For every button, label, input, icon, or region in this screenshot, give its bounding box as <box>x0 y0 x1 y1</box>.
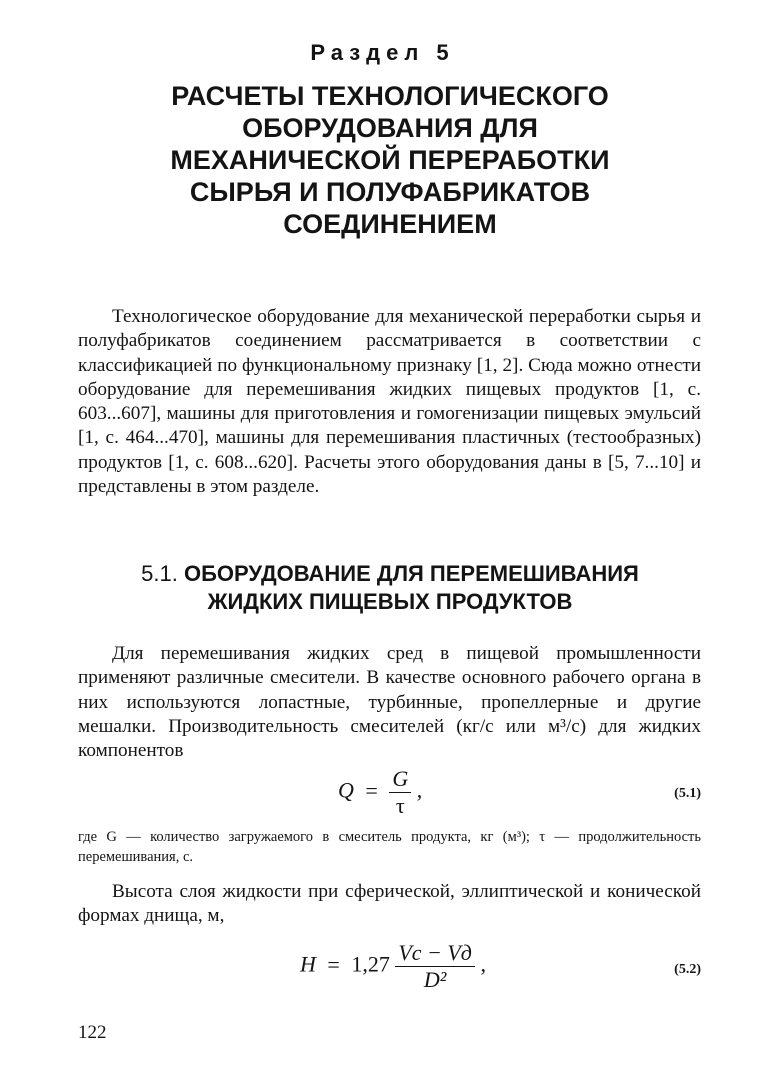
formula-comma: , <box>416 777 423 803</box>
formula-5-2 <box>300 940 486 993</box>
fraction <box>395 940 475 993</box>
subsection-title-line-2: ЖИДКИХ ПИЩЕВЫХ ПРОДУКТОВ <box>207 589 573 614</box>
chapter-title-line: ОБОРУДОВАНИЯ ДЛЯ <box>242 113 538 143</box>
equals-sign: = <box>327 951 340 977</box>
fraction <box>389 766 411 819</box>
equation-number: (5.1) <box>674 786 701 801</box>
equation-number: (5.2) <box>674 962 701 977</box>
equals-sign: = <box>365 777 378 803</box>
fraction-numerator: Vс − Vд <box>395 940 475 967</box>
formula-note: где G — количество загружаемого в смеситель продукта, кг (м³); τ — продолжительность перемешивания, с. <box>78 829 701 865</box>
formula-lhs: H <box>300 951 316 977</box>
chapter-title <box>100 80 680 240</box>
intro-paragraph: Технологическое оборудование для механической переработки сырья и полуфабрикатов соединением рассматривается в соответствии с классификацией по функциональному признаку [1, 2]. Сюда можно отнести оборудование для перемешивания жидких пищевых продуктов [1, с. 603...607], машины для приготовления и гомогенизации пищевых эмульсий [1, с. 464...470], машины для перемешивания пластичных (тестообразных) продуктов [1, с. 608...620]. Расчеты этого оборудования даны в [5, 7...10] и представлены в этом разделе. <box>78 306 701 498</box>
subsection-title <box>100 560 680 616</box>
mixers-paragraph: Для перемешивания жидких сред в пищевой промышленности применяют различные смесители. В качестве основного рабочего органа в них используются лопастные, турбинные, пропеллерные и другие мешалки. Производительность смесителей (кг/с или м³/с) для жидких компонентов <box>78 643 701 762</box>
formula-lhs: Q <box>338 777 354 803</box>
fraction-denominator: D² <box>423 967 447 992</box>
formula-coefficient: 1,27 <box>351 951 390 977</box>
height-paragraph: Высота слоя жидкости при сферической, эллиптической и конической формах днища, м, <box>78 881 701 927</box>
formula-5-1 <box>338 766 422 819</box>
chapter-title-line: МЕХАНИЧЕСКОЙ ПЕРЕРАБОТКИ <box>170 145 610 175</box>
chapter-title-line: СЫРЬЯ И ПОЛУФАБРИКАТОВ <box>189 177 591 207</box>
fraction-denominator: τ <box>395 793 405 818</box>
subsection-title-line-1: ОБОРУДОВАНИЕ ДЛЯ ПЕРЕМЕШИВАНИЯ <box>183 561 639 586</box>
formula-comma: , <box>480 951 486 977</box>
page-number: 122 <box>78 1022 107 1043</box>
section-label: Раздел 5 <box>310 40 455 65</box>
subsection-number: 5.1. <box>141 561 178 586</box>
fraction-numerator: G <box>389 766 411 793</box>
chapter-title-line: СОЕДИНЕНИЕМ <box>283 209 497 239</box>
chapter-title-line: РАСЧЕТЫ ТЕХНОЛОГИЧЕСКОГО <box>171 81 609 111</box>
